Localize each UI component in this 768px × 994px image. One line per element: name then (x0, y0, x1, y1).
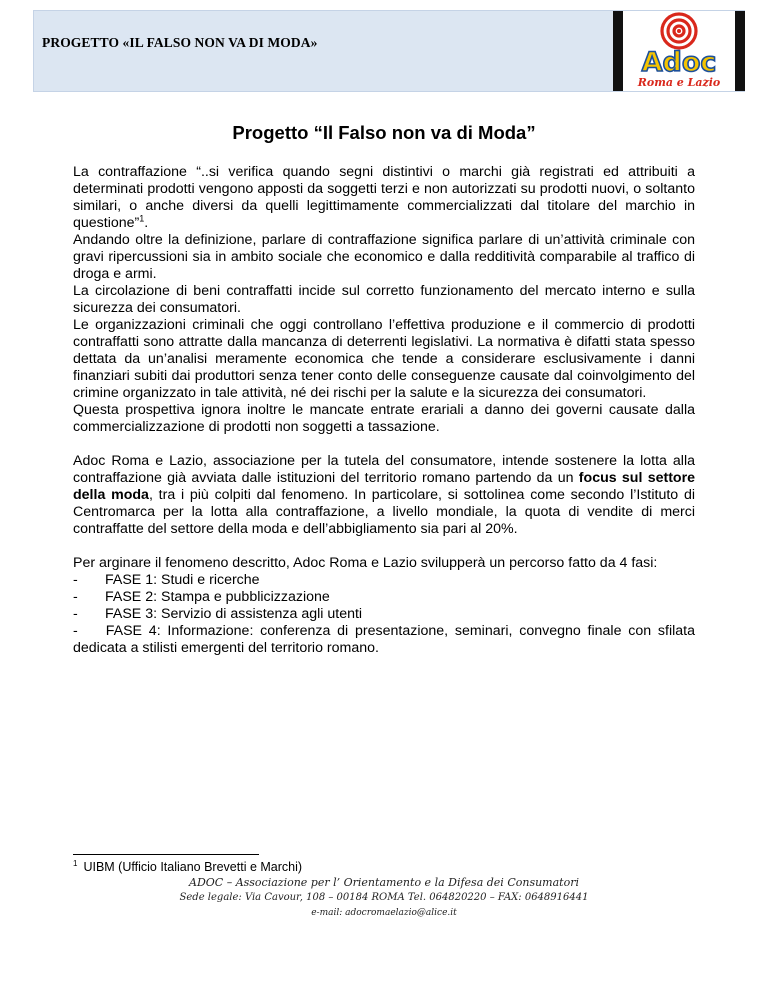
logo-frame-left (613, 11, 623, 91)
phase-1: FASE 1: Studi e ricerche (105, 572, 260, 588)
page-header (33, 10, 745, 92)
phase-3: FASE 3: Servizio di assistenza agli utenti (105, 606, 363, 622)
document-body (73, 164, 695, 657)
list-item (73, 623, 695, 657)
list-dash: - (73, 589, 78, 605)
footnote-divider (73, 854, 259, 855)
list-item (73, 572, 695, 589)
paragraph-organizations: Le organizzazioni criminali che oggi controllano l’effettiva produzione e il commercio di prodotti contraffatti sono attratte dalla mancanza di deterrenti legislativi. La normativa è difatti stata spesso dettata da un’analisi meramente economica che tende a considerare esclusivamente i danni finanziari subiti dai produttori senza tener conto delle conseguenze causate dal coinvolgimento del crimine organizzato in tale attività, né dei rischi per la salute e la sicurezza dei consumatori. (73, 317, 695, 401)
paragraph-definition (73, 164, 695, 232)
logo-wordmark: Adoc (641, 47, 717, 78)
list-item (73, 606, 695, 623)
footnote-reference[interactable]: 1 (139, 213, 145, 224)
logo-frame-right (735, 11, 745, 91)
phase-4: FASE 4: Informazione: conferenza di presentazione, seminari, convegno finale con sfilata dedicata a stilisti emergenti del territorio romano. (73, 623, 695, 656)
paragraph-taxes: Questa prospettiva ignora inoltre le mancate entrate erariali a danno dei governi causate dalla commercializzazione di prodotti non soggetti a tassazione. (73, 402, 695, 435)
paragraph-adoc-text-2: , tra i più colpiti dal fenomeno. In particolare, si sottolinea come secondo l’Istituto di Centromarca per la lotta alla contraffazione, a livello mondiale, la quota di vendite di merci contraffatte del settore della moda e dell’abbigliamento sia pari al 20%. (73, 487, 695, 537)
document-title: Progetto “Il Falso non va di Moda” (232, 122, 536, 143)
list-item (73, 589, 695, 606)
paragraph-adoc-text-1: Adoc Roma e Lazio, associazione per la tutela del consumatore, intende sostenere la lotta alla contraffazione già avviata dalle istituzioni del territorio romano partendo da un (73, 453, 695, 486)
paragraph-market: La circolazione di beni contraffatti incide sul corretto funzionamento del mercato interno e sulla sicurezza dei consumatori. (73, 283, 695, 316)
header-title: PROGETTO «IL FALSO NON VA DI MODA» (42, 35, 318, 50)
footnote-number: 1 (73, 858, 78, 868)
footer-organization: ADOC – Associazione per l’ Orientamento e la Difesa dei Consumatori (189, 876, 579, 889)
list-dash: - (73, 572, 78, 588)
paragraph-adoc-bold: focus sul settore della moda (73, 470, 696, 503)
footnote (73, 860, 302, 874)
footnote-text: UIBM (Ufficio Italiano Brevetti e Marchi) (83, 860, 303, 874)
logo-graphic (623, 11, 735, 91)
list-dash: - (73, 623, 78, 639)
list-dash: - (73, 606, 78, 622)
footer-address: Sede legale: Via Cavour, 108 – 00184 ROMA Tel. 064820220 – FAX: 0648916441 (179, 892, 589, 903)
phase-2: FASE 2: Stampa e pubblicizzazione (105, 589, 330, 605)
footer-email[interactable]: e-mail: adocromaelazio@alice.it (311, 908, 457, 918)
paragraph-adoc (73, 453, 695, 538)
logo-subtitle: Roma e Lazio (637, 76, 721, 89)
paragraph-definition-end: . (144, 215, 149, 231)
paragraph-definition-text: La contraffazione “..si verifica quando segni distintivi o marchi già registrati ed attribuiti a determinati prodotti vengono apposti da soggetti terzi e non autorizzati su prodotti nuovi, o soltanto similari, o anche diversi da quelli legittimamente commercializzati dal titolare del marchio in questione” (73, 164, 695, 231)
paragraph-phases-intro: Per arginare il fenomeno descritto, Adoc Roma e Lazio svilupperà un percorso fatto da 4 fasi: (73, 555, 658, 571)
adoc-logo (613, 11, 745, 91)
paragraph-crime: Andando oltre la definizione, parlare di contraffazione significa parlare di un’attività criminale con gravi ripercussioni sia in ambito sociale che economico e dalla redditività comparabile al traffico di droga e armi. (73, 232, 695, 282)
